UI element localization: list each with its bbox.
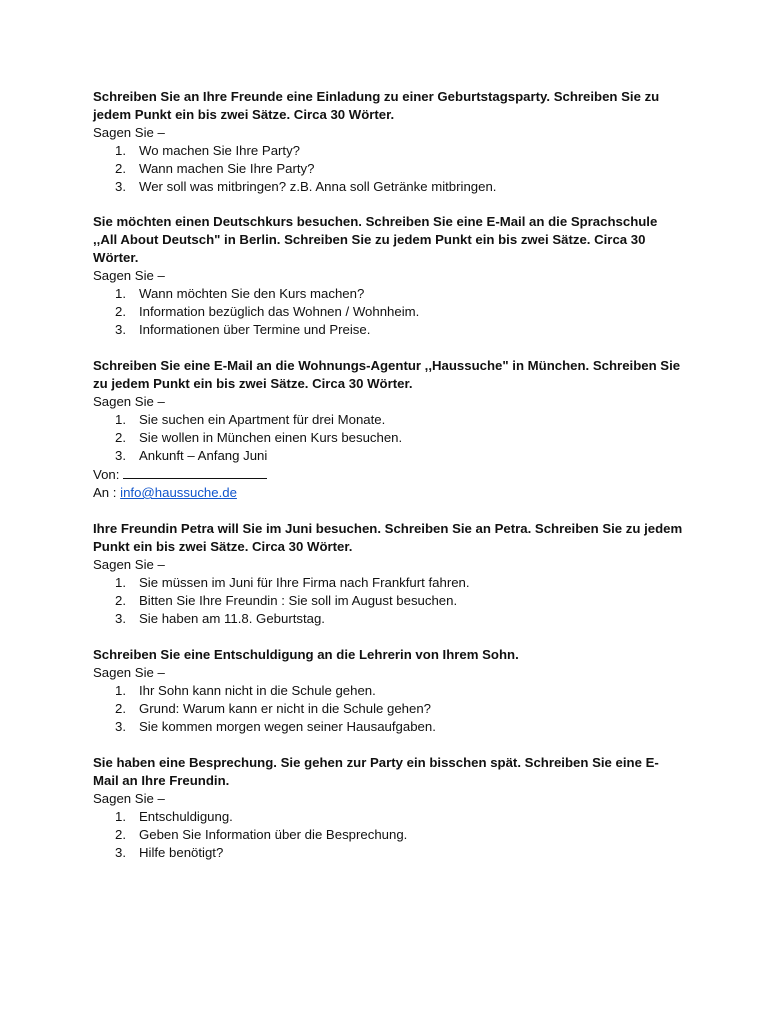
list-item (93, 285, 683, 303)
list-number: 1. (115, 683, 126, 698)
point-list (93, 411, 683, 465)
point-list (93, 285, 683, 339)
list-item-text: Wann möchten Sie den Kurs machen? (139, 286, 365, 301)
list-number: 3. (115, 611, 126, 626)
list-item-text: Wann machen Sie Ihre Party? (139, 161, 315, 176)
sagen-sie-label: Sagen Sie – (93, 125, 165, 140)
list-item-text: Ihr Sohn kann nicht in die Schule gehen. (139, 683, 376, 698)
list-item (93, 718, 683, 736)
task-prompt: Schreiben Sie eine Entschuldigung an die Lehrerin von Ihrem Sohn. (93, 647, 519, 662)
sagen-sie-label: Sagen Sie – (93, 557, 165, 572)
list-item (93, 610, 683, 628)
list-number: 1. (115, 809, 126, 824)
an-line (93, 484, 683, 502)
list-item-text: Entschuldigung. (139, 809, 233, 824)
list-item-text: Ankunft – Anfang Juni (139, 448, 268, 463)
sagen-sie-label: Sagen Sie – (93, 268, 165, 283)
list-item-text: Sie suchen ein Apartment für drei Monate. (139, 412, 386, 427)
list-item (93, 321, 683, 339)
sagen-sie-label: Sagen Sie – (93, 791, 165, 806)
list-item (93, 826, 683, 844)
task-prompt: Sie möchten einen Deutschkurs besuchen. Schreiben Sie eine E-Mail an die Sprachschule ,,All About Deutsch" in Berlin. Schreiben Sie zu jedem Punkt ein bis zwei Sätze. Circa 30 Wörter. (93, 214, 658, 265)
list-item (93, 447, 683, 465)
list-item-text: Grund: Warum kann er nicht in die Schule gehen? (139, 701, 431, 716)
point-list (93, 808, 683, 862)
list-number: 3. (115, 845, 126, 860)
point-list (93, 682, 683, 736)
task-section-3 (93, 357, 683, 502)
sagen-sie-label: Sagen Sie – (93, 394, 165, 409)
von-label: Von: (93, 467, 120, 482)
von-blank-field[interactable] (123, 465, 267, 479)
point-list (93, 142, 683, 196)
task-section-5 (93, 646, 683, 736)
list-item (93, 808, 683, 826)
list-number: 3. (115, 322, 126, 337)
list-item-text: Sie wollen in München einen Kurs besuchen. (139, 430, 403, 445)
point-list (93, 574, 683, 628)
document-page (93, 88, 683, 880)
task-section-4 (93, 520, 683, 628)
list-item (93, 178, 683, 196)
list-number: 2. (115, 161, 126, 176)
list-item-text: Sie kommen morgen wegen seiner Hausaufgaben. (139, 719, 436, 734)
list-item (93, 411, 683, 429)
von-line (93, 465, 683, 484)
list-item (93, 682, 683, 700)
list-item (93, 160, 683, 178)
list-item (93, 700, 683, 718)
list-number: 3. (115, 448, 126, 463)
list-item (93, 303, 683, 321)
task-section-2 (93, 213, 683, 339)
list-number: 3. (115, 719, 126, 734)
list-item (93, 844, 683, 862)
list-number: 3. (115, 179, 126, 194)
list-number: 2. (115, 593, 126, 608)
list-item-text: Informationen über Termine und Preise. (139, 322, 371, 337)
task-prompt: Sie haben eine Besprechung. Sie gehen zur Party ein bisschen spät. Schreiben Sie eine E-Mail an Ihre Freundin. (93, 755, 659, 788)
list-number: 2. (115, 701, 126, 716)
list-item-text: Hilfe benötigt? (139, 845, 224, 860)
task-section-6 (93, 754, 683, 862)
task-section-1 (93, 88, 683, 196)
list-item (93, 429, 683, 447)
list-item (93, 592, 683, 610)
task-prompt: Schreiben Sie eine E-Mail an die Wohnungs-Agentur ,,Haussuche" in München. Schreiben Sie zu jedem Punkt ein bis zwei Sätze. Circa 30 Wörter. (93, 358, 681, 391)
task-prompt: Ihre Freundin Petra will Sie im Juni besuchen. Schreiben Sie an Petra. Schreiben Sie zu jedem Punkt ein bis zwei Sätze. Circa 30 Wörter. (93, 521, 683, 554)
list-item-text: Wo machen Sie Ihre Party? (139, 143, 301, 158)
list-number: 1. (115, 143, 126, 158)
sagen-sie-label: Sagen Sie – (93, 665, 165, 680)
task-prompt: Schreiben Sie an Ihre Freunde eine Einladung zu einer Geburtstagsparty. Schreiben Sie zu jedem Punkt ein bis zwei Sätze. Circa 30 Wörter. (93, 89, 660, 122)
list-item-text: Sie haben am 11.8. Geburtstag. (139, 611, 325, 626)
list-number: 2. (115, 827, 126, 842)
email-link[interactable]: info@haussuche.de (120, 485, 237, 500)
list-item (93, 142, 683, 160)
list-item-text: Sie müssen im Juni für Ihre Firma nach Frankfurt fahren. (139, 575, 470, 590)
list-item-text: Bitten Sie Ihre Freundin : Sie soll im August besuchen. (139, 593, 458, 608)
list-number: 1. (115, 286, 126, 301)
list-item-text: Information bezüglich das Wohnen / Wohnheim. (139, 304, 420, 319)
an-label: An : (93, 485, 117, 500)
list-item (93, 574, 683, 592)
list-item-text: Wer soll was mitbringen? z.B. Anna soll Getränke mitbringen. (139, 179, 497, 194)
list-number: 2. (115, 304, 126, 319)
list-number: 1. (115, 412, 126, 427)
list-number: 2. (115, 430, 126, 445)
list-item-text: Geben Sie Information über die Besprechung. (139, 827, 408, 842)
list-number: 1. (115, 575, 126, 590)
